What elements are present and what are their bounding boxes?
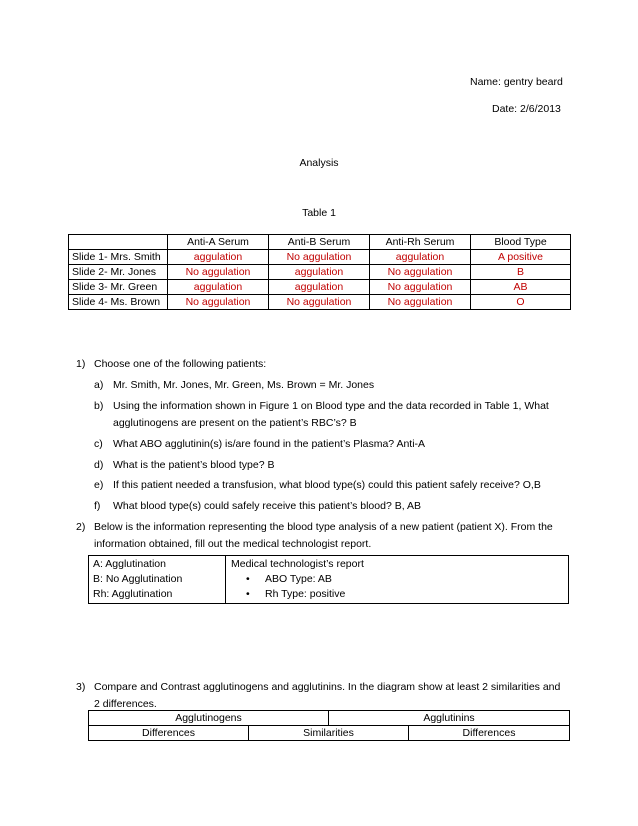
question-1f-letter: f) bbox=[94, 500, 101, 512]
table-row bbox=[69, 265, 571, 280]
patient-x-result-b: B: No Agglutination bbox=[93, 573, 183, 585]
question-3-text-cont: 2 differences. bbox=[94, 698, 157, 710]
question-1c-letter: c) bbox=[94, 438, 103, 450]
table-header-cell: Anti-A Serum bbox=[168, 235, 269, 250]
table-row bbox=[69, 280, 571, 295]
table-cell: aggulation bbox=[168, 250, 269, 265]
blood-typing-table bbox=[68, 234, 571, 310]
table-cell: aggulation bbox=[269, 265, 370, 280]
table-header-cell bbox=[69, 235, 168, 250]
abo-type-result: ABO Type: AB bbox=[265, 573, 332, 585]
compare-subheader-row bbox=[89, 726, 570, 741]
compare-header-row bbox=[89, 711, 570, 726]
question-1e-text: If this patient needed a transfusion, what blood type(s) could this patient safely receive? O,B bbox=[113, 479, 541, 491]
patient-x-report-box bbox=[88, 555, 569, 604]
question-1b-letter: b) bbox=[94, 400, 104, 412]
table-cell: No aggulation bbox=[168, 295, 269, 310]
question-1d-letter: d) bbox=[94, 459, 104, 471]
table-cell: O bbox=[471, 295, 571, 310]
table-cell: No aggulation bbox=[370, 280, 471, 295]
similarities-header: Similarities bbox=[249, 726, 409, 741]
table-caption: Table 1 bbox=[302, 207, 336, 219]
table-cell: No aggulation bbox=[370, 295, 471, 310]
report-date: Date: 2/6/2013 bbox=[492, 103, 561, 115]
table-cell: Slide 2- Mr. Jones bbox=[69, 265, 168, 280]
question-3-number: 3) bbox=[76, 681, 86, 693]
table-cell: A positive bbox=[471, 250, 571, 265]
question-2-text: Below is the information representing the blood type analysis of a new patient (patient X). From the bbox=[94, 521, 553, 533]
report-divider bbox=[225, 556, 226, 603]
agglutinogens-header: Agglutinogens bbox=[89, 711, 329, 726]
table-cell: aggulation bbox=[370, 250, 471, 265]
table-header-row bbox=[69, 235, 571, 250]
student-name: Name: gentry beard bbox=[470, 76, 563, 88]
table-header-cell: Blood Type bbox=[471, 235, 571, 250]
patient-x-result-rh: Rh: Agglutination bbox=[93, 588, 173, 600]
table-row bbox=[69, 295, 571, 310]
table-header-cell: Anti-B Serum bbox=[269, 235, 370, 250]
compare-table bbox=[88, 710, 570, 741]
differences-header: Differences bbox=[409, 726, 570, 741]
patient-x-result-a: A: Agglutination bbox=[93, 558, 166, 570]
question-3-text: Compare and Contrast agglutinogens and agglutinins. In the diagram show at least 2 similarities and bbox=[94, 681, 561, 693]
question-1e-letter: e) bbox=[94, 479, 104, 491]
question-2-number: 2) bbox=[76, 521, 86, 533]
differences-header: Differences bbox=[89, 726, 249, 741]
table-cell: B bbox=[471, 265, 571, 280]
question-1c-text: What ABO agglutinin(s) is/are found in the patient’s Plasma? Anti-A bbox=[113, 438, 426, 450]
table-cell: No aggulation bbox=[168, 265, 269, 280]
question-1a-letter: a) bbox=[94, 379, 104, 391]
table-header-cell: Anti-Rh Serum bbox=[370, 235, 471, 250]
question-1d-text: What is the patient’s blood type? B bbox=[113, 459, 275, 471]
table-cell: Slide 3- Mr. Green bbox=[69, 280, 168, 295]
question-1b-text: Using the information shown in Figure 1 on Blood type and the data recorded in Table 1, What bbox=[113, 400, 549, 412]
table-cell: No aggulation bbox=[269, 250, 370, 265]
question-2-text-cont: information obtained, fill out the medical technologist report. bbox=[94, 538, 372, 550]
rh-type-result: Rh Type: positive bbox=[265, 588, 346, 600]
question-1a-text: Mr. Smith, Mr. Jones, Mr. Green, Ms. Brown = Mr. Jones bbox=[113, 379, 375, 391]
table-cell: aggulation bbox=[168, 280, 269, 295]
section-title: Analysis bbox=[299, 157, 339, 169]
bullet-icon: • bbox=[246, 573, 250, 585]
question-1f-text: What blood type(s) could safely receive this patient’s blood? B, AB bbox=[113, 500, 421, 512]
bullet-icon: • bbox=[246, 588, 250, 600]
table-cell: AB bbox=[471, 280, 571, 295]
table-cell: Slide 1- Mrs. Smith bbox=[69, 250, 168, 265]
agglutinins-header: Agglutinins bbox=[329, 711, 570, 726]
table-row bbox=[69, 250, 571, 265]
table-cell: No aggulation bbox=[269, 295, 370, 310]
table-cell: aggulation bbox=[269, 280, 370, 295]
question-1b-text-cont: agglutinogens are present on the patient’s RBC’s? B bbox=[113, 417, 357, 429]
table-cell: Slide 4- Ms. Brown bbox=[69, 295, 168, 310]
table-cell: No aggulation bbox=[370, 265, 471, 280]
question-1-number: 1) bbox=[76, 358, 86, 370]
med-tech-report-title: Medical technologist’s report bbox=[231, 558, 364, 570]
question-1-text: Choose one of the following patients: bbox=[94, 358, 267, 370]
